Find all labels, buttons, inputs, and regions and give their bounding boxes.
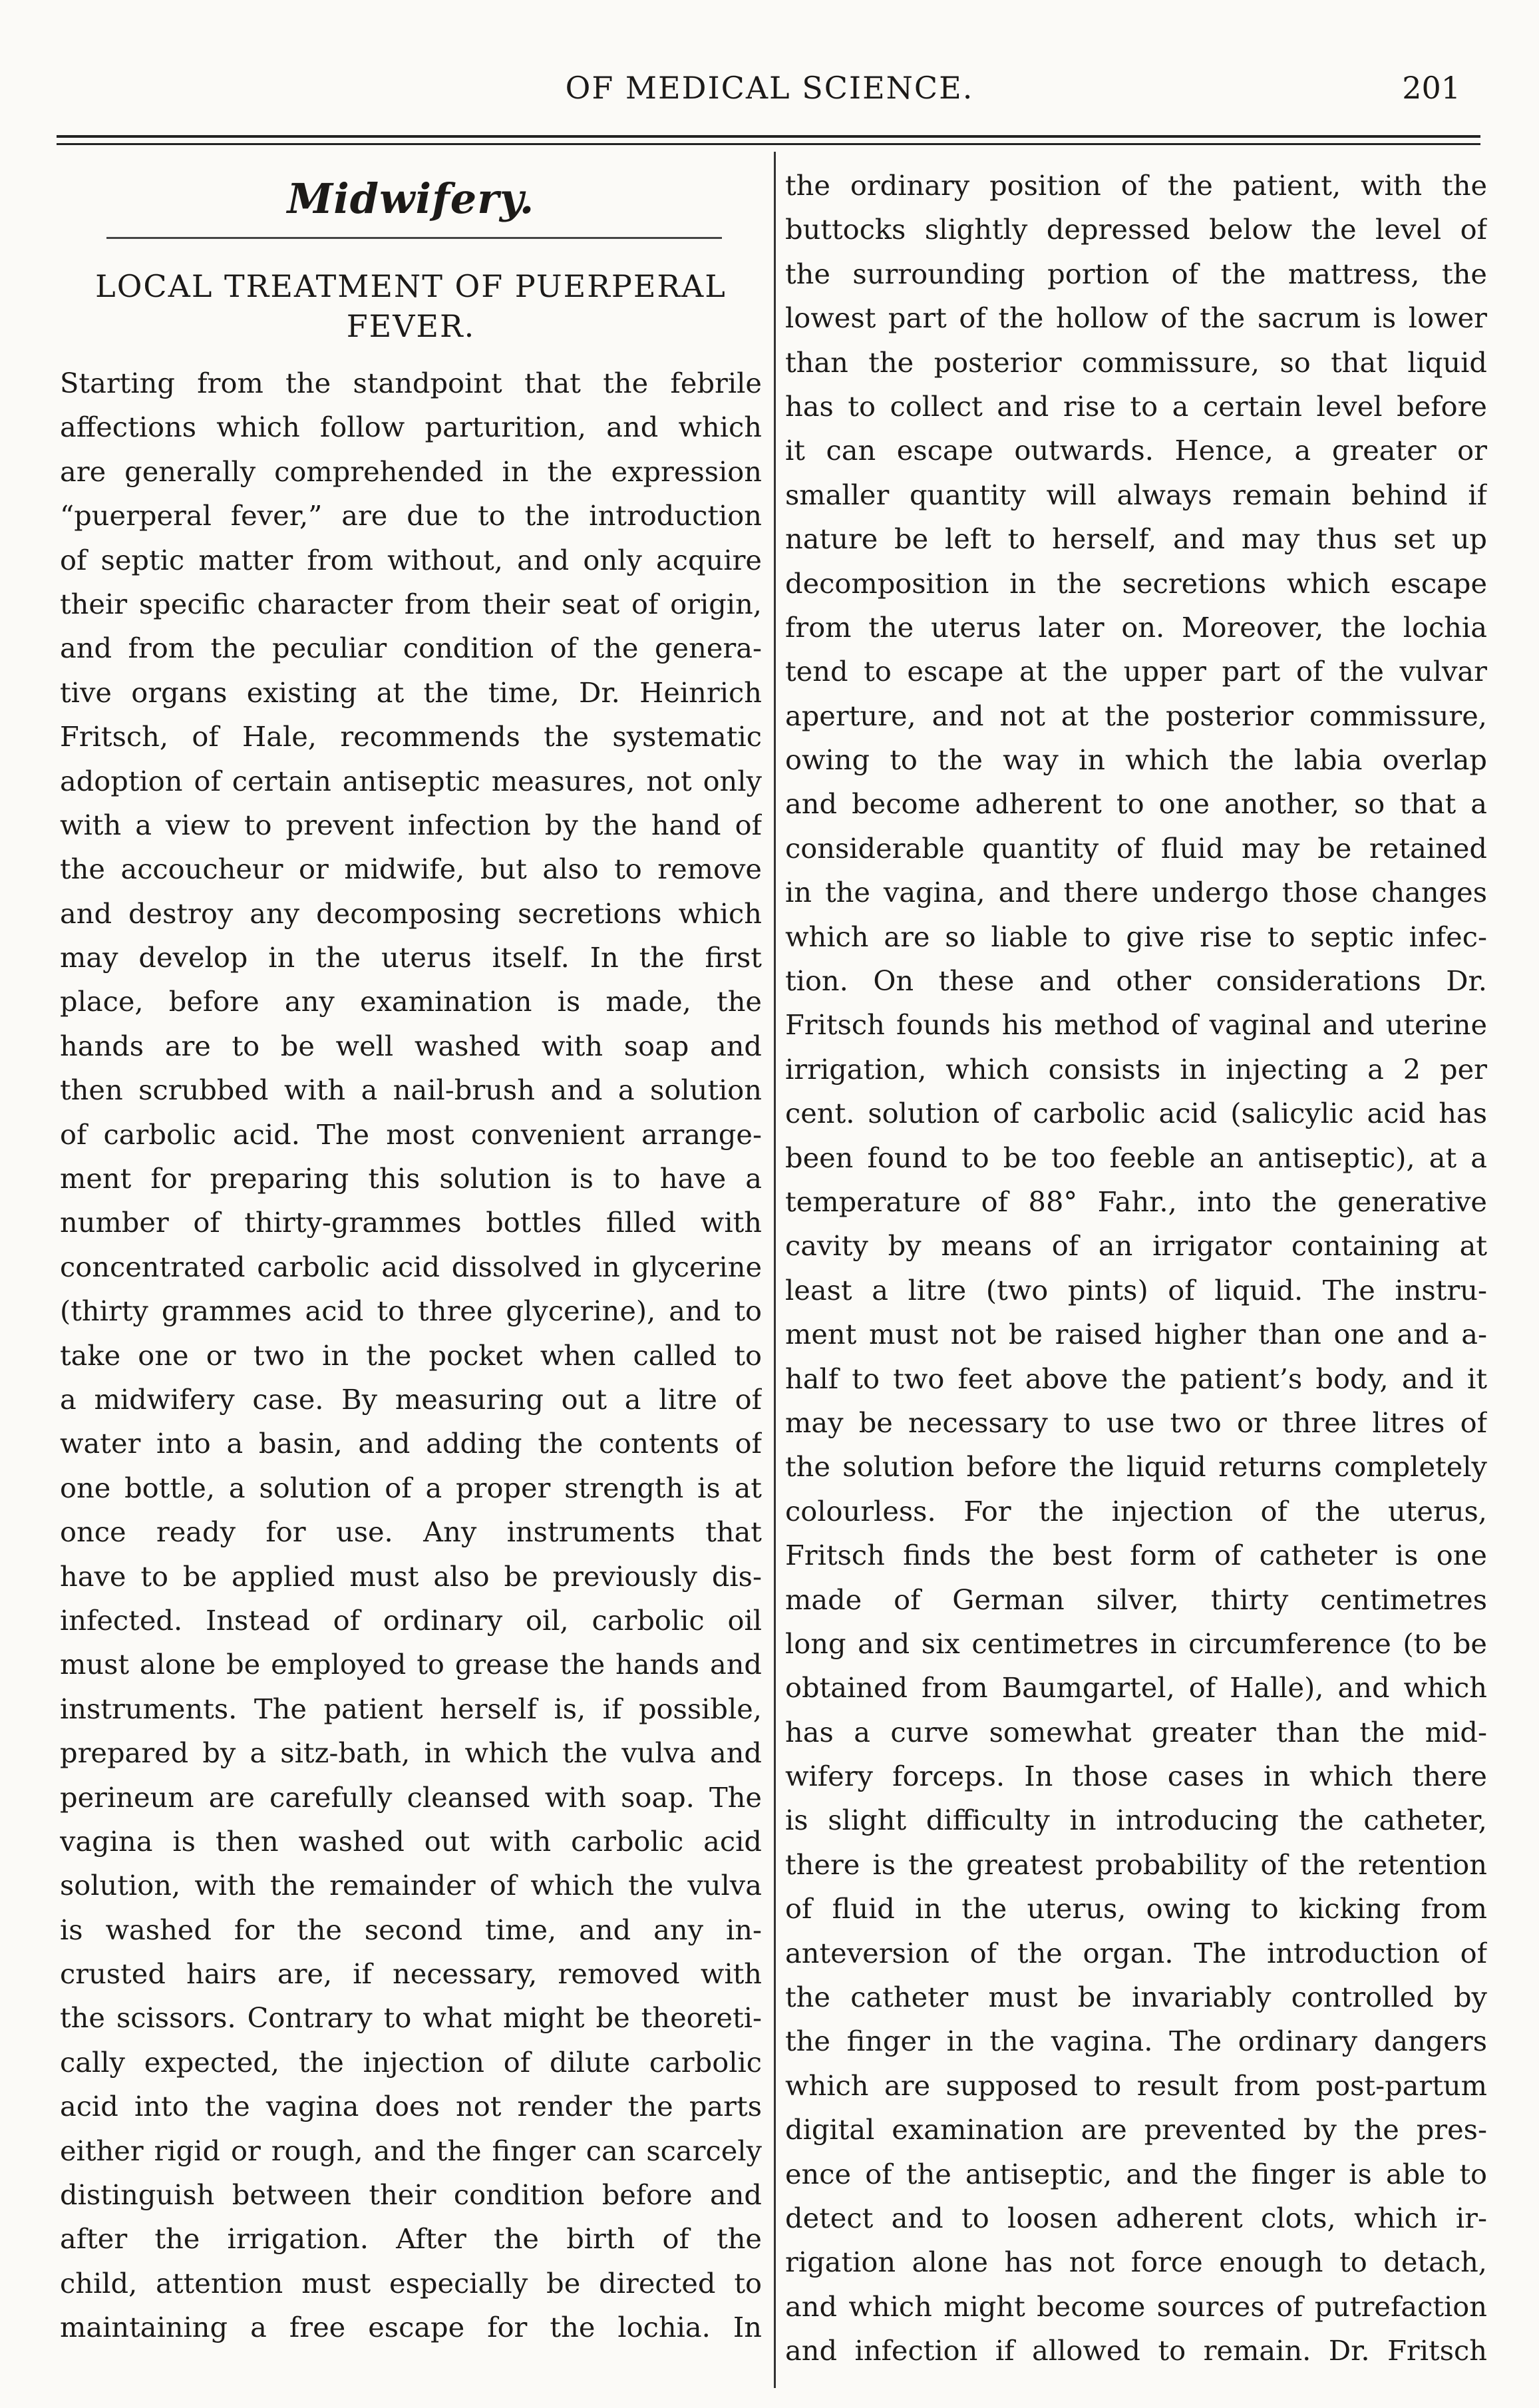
text-line: lowest part of the hollow of the sacrum is lower <box>785 301 1487 335</box>
text-line: solution, with the remainder of which the vulva <box>60 1869 762 1902</box>
section-divider <box>106 237 722 239</box>
running-title: OF MEDICAL SCIENCE. <box>565 70 974 106</box>
text-line: must alone be employed to grease the hands and <box>60 1648 762 1681</box>
text-line: than the posterior commissure, so that liquid <box>785 345 1487 379</box>
text-line: least a litre (two pints) of liquid. The instru- <box>785 1273 1487 1306</box>
text-line: the scissors. Contrary to what might be theoreti- <box>60 2001 762 2035</box>
text-line: ence of the antiseptic, and the finger is able to <box>785 2157 1487 2190</box>
text-line: and infection if allowed to remain. Dr. Fritsch <box>785 2334 1487 2367</box>
page-number: 201 <box>1402 70 1460 106</box>
text-line: wifery forceps. In those cases in which there <box>785 1760 1487 1793</box>
right-column-text <box>785 164 1487 2373</box>
text-line: perineum are carefully cleansed with soap. The <box>60 1780 762 1814</box>
text-line: are generally comprehended in the expression <box>60 455 762 488</box>
text-line: the surrounding portion of the mattress, the <box>785 257 1487 290</box>
text-line: number of thirty-grammes bottles filled with <box>60 1206 762 1239</box>
text-line: there is the greatest probability of the retention <box>785 1848 1487 1881</box>
text-line: maintaining a free escape for the lochia. In <box>60 2311 762 2344</box>
text-line: ment for preparing this solution is to have a <box>60 1162 762 1195</box>
section-title: Midwifery. <box>287 174 535 223</box>
text-line: then scrubbed with a nail-brush and a solution <box>60 1074 762 1107</box>
text-line: Fritsch founds his method of vaginal and uterine <box>785 1008 1487 1042</box>
text-line: the accoucheur or midwife, but also to remove <box>60 853 762 886</box>
left-column-text <box>60 361 762 2350</box>
text-line: made of German silver, thirty centimetres <box>785 1583 1487 1616</box>
text-line: of septic matter from without, and only acquire <box>60 543 762 576</box>
text-line: concentrated carbolic acid dissolved in glycerine <box>60 1250 762 1283</box>
text-line: adoption of certain antiseptic measures, not only <box>60 764 762 797</box>
text-line: has a curve somewhat greater than the mid- <box>785 1715 1487 1748</box>
text-line: instruments. The patient herself is, if possible, <box>60 1692 762 1725</box>
text-line: and from the peculiar condition of the genera- <box>60 632 762 665</box>
text-line: crusted hairs are, if necessary, removed with <box>60 1957 762 1991</box>
text-line: digital examination are prevented by the pres- <box>785 2113 1487 2146</box>
text-line: and become adherent to one another, so that a <box>785 787 1487 821</box>
text-line: ment must not be raised higher than one and a- <box>785 1318 1487 1351</box>
article-title <box>60 266 762 346</box>
text-line: cent. solution of carbolic acid (salicylic acid has <box>785 1097 1487 1130</box>
text-line: obtained from Baumgartel, of Halle), and which <box>785 1671 1487 1705</box>
text-line: their specific character from their seat of origin, <box>60 587 762 620</box>
text-line: may be necessary to use two or three litres of <box>785 1406 1487 1439</box>
text-line: irrigation, which consists in injecting a 2 per <box>785 1052 1487 1086</box>
text-line: take one or two in the pocket when called to <box>60 1338 762 1372</box>
text-line: tion. On these and other considerations Dr. <box>785 964 1487 998</box>
text-line: detect and to loosen adherent clots, which ir- <box>785 2201 1487 2234</box>
text-line: tive organs existing at the time, Dr. Heinrich <box>60 676 762 709</box>
text-line: affections which follow parturition, and which <box>60 411 762 444</box>
text-line: and destroy any decomposing secretions which <box>60 897 762 930</box>
running-head <box>0 70 1539 116</box>
text-line: owing to the way in which the labia overlap <box>785 743 1487 777</box>
text-line: which are so liable to give rise to septic infec- <box>785 920 1487 953</box>
text-line: been found to be too feeble an antiseptic), at a <box>785 1141 1487 1174</box>
text-line: vagina is then washed out with carbolic acid <box>60 1824 762 1858</box>
text-line: a midwifery case. By measuring out a litre of <box>60 1382 762 1416</box>
text-line: the catheter must be invariably controlled by <box>785 1981 1487 2014</box>
text-line: has to collect and rise to a certain level before <box>785 389 1487 423</box>
text-line: may develop in the uterus itself. In the first <box>60 941 762 974</box>
text-line: the ordinary position of the patient, with the <box>785 169 1487 202</box>
text-line: which are supposed to result from post-partum <box>785 2069 1487 2102</box>
text-line: have to be applied must also be previously dis- <box>60 1559 762 1593</box>
text-line: buttocks slightly depressed below the level of <box>785 213 1487 246</box>
text-line: distinguish between their condition before and <box>60 2178 762 2212</box>
text-line: acid into the vagina does not render the parts <box>60 2090 762 2123</box>
text-line: is slight difficulty in introducing the catheter, <box>785 1804 1487 1837</box>
text-line: anteversion of the organ. The introduction of <box>785 1936 1487 1969</box>
text-line: aperture, and not at the posterior commissure, <box>785 699 1487 732</box>
text-line: with a view to prevent infection by the hand of <box>60 808 762 841</box>
text-line: cally expected, the injection of dilute carbolic <box>60 2045 762 2079</box>
text-line: water into a basin, and adding the contents of <box>60 1427 762 1460</box>
text-line: from the uterus later on. Moreover, the lochia <box>785 610 1487 644</box>
text-line: half to two feet above the patient’s body, and it <box>785 1362 1487 1395</box>
article-title-line-2: FEVER. <box>346 308 476 344</box>
text-line: the finger in the vagina. The ordinary dangers <box>785 2025 1487 2058</box>
text-line: hands are to be well washed with soap and <box>60 1029 762 1062</box>
text-line: is washed for the second time, and any in- <box>60 1913 762 1946</box>
text-line: rigation alone has not force enough to detach, <box>785 2246 1487 2279</box>
header-rule-thick <box>57 135 1480 138</box>
text-line: temperature of 88° Fahr., into the generative <box>785 1185 1487 1218</box>
text-line: of fluid in the uterus, owing to kicking from <box>785 1892 1487 1925</box>
text-line: considerable quantity of fluid may be retained <box>785 831 1487 865</box>
text-line: in the vagina, and there undergo those changes <box>785 876 1487 909</box>
text-line: either rigid or rough, and the finger can scarcely <box>60 2134 762 2167</box>
text-line: prepared by a sitz-bath, in which the vulva and <box>60 1736 762 1770</box>
text-line: Fritsch finds the best form of catheter is one <box>785 1539 1487 1572</box>
text-line: after the irrigation. After the birth of the <box>60 2222 762 2256</box>
text-line: child, attention must especially be directed to <box>60 2266 762 2300</box>
text-line: infected. Instead of ordinary oil, carbolic oil <box>60 1603 762 1637</box>
header-rule-thin <box>57 143 1480 145</box>
text-line: nature be left to herself, and may thus set up <box>785 522 1487 556</box>
text-line: Starting from the standpoint that the febrile <box>60 367 762 399</box>
text-line: the solution before the liquid returns completely <box>785 1450 1487 1484</box>
text-line: Fritsch, of Hale, recommends the systematic <box>60 720 762 753</box>
text-line: it can escape outwards. Hence, a greater or <box>785 434 1487 467</box>
text-line: smaller quantity will always remain behind if <box>785 478 1487 511</box>
text-line: and which might become sources of putrefaction <box>785 2290 1487 2323</box>
column-divider <box>774 152 776 2388</box>
text-line: cavity by means of an irrigator containing at <box>785 1229 1487 1263</box>
text-line: colourless. For the injection of the uterus, <box>785 1494 1487 1527</box>
text-line: long and six centimetres in circumference (to be <box>785 1627 1487 1660</box>
text-line: tend to escape at the upper part of the vulvar <box>785 655 1487 688</box>
text-line: of carbolic acid. The most convenient arrange- <box>60 1117 762 1151</box>
text-line: “puerperal fever,” are due to the introduction <box>60 499 762 532</box>
text-line: place, before any examination is made, the <box>60 985 762 1018</box>
text-line: one bottle, a solution of a proper strength is at <box>60 1471 762 1504</box>
text-line: (thirty grammes acid to three glycerine), and to <box>60 1295 762 1328</box>
text-line: decomposition in the secretions which escape <box>785 566 1487 600</box>
text-line: once ready for use. Any instruments that <box>60 1515 762 1549</box>
article-title-line-1: LOCAL TREATMENT OF PUERPERAL <box>95 268 727 304</box>
